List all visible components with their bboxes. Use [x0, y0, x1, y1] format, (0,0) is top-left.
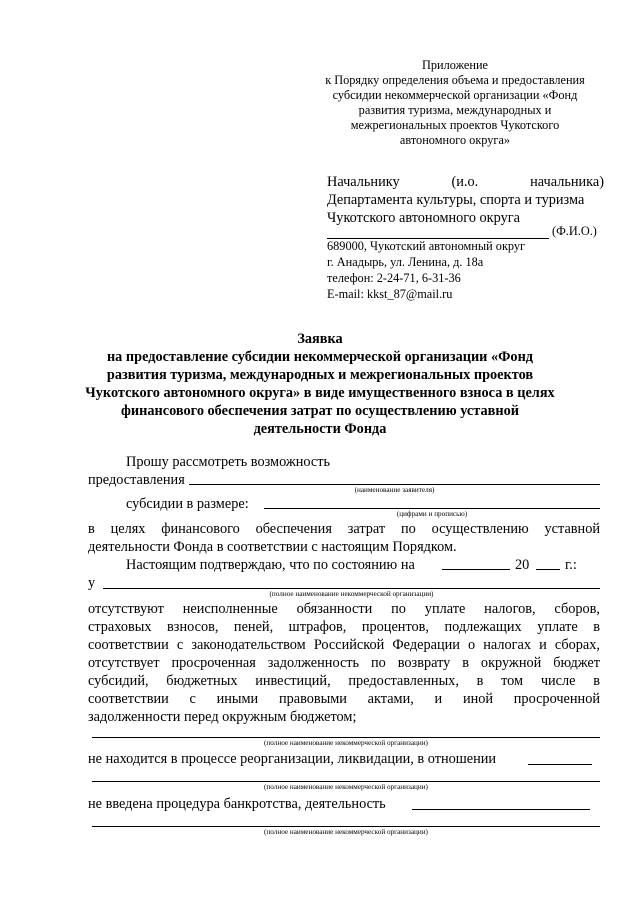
email-line: E-mail: kkst_87@mail.ru [327, 287, 453, 301]
title-line: Чукотского автономного округа» в виде имущественного взноса в целях [85, 385, 555, 401]
year-prefix: 20 [515, 557, 530, 573]
title-line: финансового обеспечения затрат по осуществлению уставной [121, 403, 519, 419]
reorganization-line: не находится в процессе реорганизации, ликвидации, в отношении [88, 751, 497, 767]
title-line: развития туризма, международных и межрегиональных проектов [106, 367, 534, 383]
purpose-line: в целях финансового обеспечения затрат по осуществлению уставной [88, 521, 600, 537]
org-caption: (полное наименование некоммерческой организации) [269, 590, 434, 598]
org-field[interactable] [103, 588, 600, 589]
request-line: Прошу рассмотреть возможность [126, 454, 331, 470]
obligations-line: соответствии с иными правовыми актами, и иной просроченной [88, 691, 600, 707]
addressee-word: (и.о. [451, 174, 479, 190]
purpose-line: деятельности Фонда в соответствии с настоящим Порядком. [88, 539, 457, 555]
bankruptcy-field[interactable] [412, 809, 590, 810]
year-field[interactable] [536, 569, 560, 570]
addressee-block [327, 173, 604, 227]
fio-label: (Ф.И.О.) [552, 224, 597, 238]
subsidy-amount-label: субсидии в размере: [126, 496, 249, 512]
addressee-word: Начальнику [327, 174, 400, 190]
provision-label: предоставления [88, 472, 185, 488]
appendix-line: субсидии некоммерческой организации «Фонд [332, 88, 578, 102]
addressee-region: Чукотского автономного округа [327, 210, 520, 226]
obligations-line: отсутствуют неисполненные обязанности по уплате налогов, сборов, [88, 601, 600, 617]
applicant-caption: (наименование заявителя) [354, 486, 435, 494]
obligations-line: субсидий, бюджетных инвестиций, предоставленных, в том числе в [88, 673, 600, 689]
appendix-line: к Порядку определения объема и предоставления [325, 73, 585, 87]
address-line: г. Анадырь, ул. Ленина, д. 18а [327, 255, 484, 269]
addressee-word: начальника) [530, 174, 604, 190]
addressee-line-1 [327, 173, 604, 191]
appendix-line: Приложение [422, 58, 488, 72]
obligations-line: задолженности перед окружным бюджетом; [88, 709, 357, 725]
bankruptcy-line: не введена процедура банкротства, деятельность [88, 796, 386, 812]
date-field[interactable] [442, 569, 510, 570]
title-heading: Заявка [297, 331, 343, 347]
obligations-line: отсутствует просроченная задолженность по возврату в окружной бюджет [88, 655, 600, 671]
amount-field[interactable] [264, 508, 600, 509]
org-caption-3: (полное наименование некоммерческой организации) [264, 783, 428, 791]
contacts-block [327, 238, 604, 302]
obligations-block [88, 600, 600, 726]
confirm-suffix: г.: [565, 557, 577, 573]
applicant-field[interactable] [189, 484, 600, 485]
appendix-line: автономного округа» [399, 133, 511, 147]
phone-line: телефон: 2-24-71, 6-31-36 [327, 271, 461, 285]
org-field-3[interactable] [92, 781, 600, 782]
document-title [80, 330, 560, 438]
title-line: деятельности Фонда [253, 421, 387, 437]
reorganization-field[interactable] [528, 764, 592, 765]
org-caption-2: (полное наименование некоммерческой организации) [264, 739, 428, 747]
appendix-block [300, 58, 610, 148]
title-line: на предоставление субсидии некоммерческой организации «Фонд [106, 349, 534, 365]
addressee-department: Департамента культуры, спорта и туризма [327, 192, 585, 208]
obligations-line: соответствии с законодательством Российской Федерации о налогах и сборах, [88, 637, 600, 653]
org-field-2[interactable] [92, 737, 600, 738]
confirm-label: Настоящим подтверждаю, что по состоянию на [126, 557, 415, 573]
amount-caption: (цифрами и прописью) [396, 510, 468, 518]
at-prefix: у [88, 575, 96, 591]
org-field-4[interactable] [92, 826, 600, 827]
org-caption-4: (полное наименование некоммерческой организации) [264, 828, 428, 836]
appendix-line: межрегиональных проектов Чукотского [350, 118, 560, 132]
obligations-line: страховых взносов, пеней, штрафов, процентов, подлежащих уплате в [88, 619, 600, 635]
appendix-line: развития туризма, международных и [358, 103, 552, 117]
address-line: 689000, Чукотский автономный округ [327, 239, 526, 253]
